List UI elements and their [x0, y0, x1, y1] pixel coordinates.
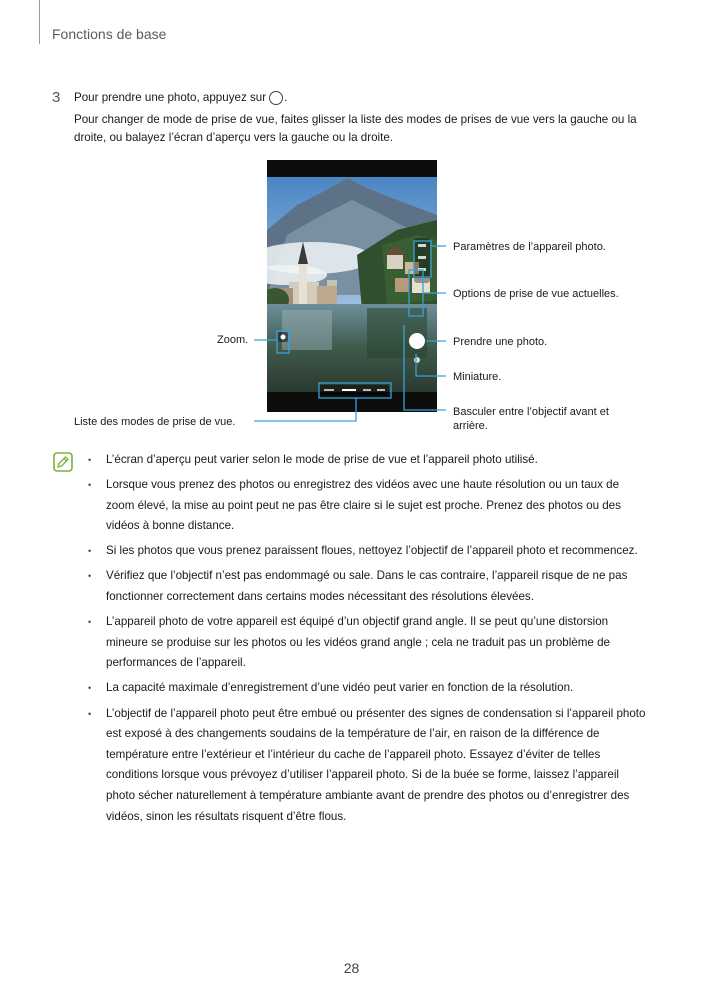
list-item: • La capacité maximale d’enregistrement d’une vidéo peut varier en fonction de la résolution.: [88, 678, 650, 699]
callout-capture: Prendre une photo.: [453, 336, 548, 348]
list-item: • L’écran d’aperçu peut varier selon le mode de prise de vue et l’appareil photo utilisé.: [88, 450, 650, 471]
note-pencil-icon: [53, 452, 73, 472]
list-item: • Lorsque vous prenez des photos ou enregistrez des vidéos avec une haute résolution ou un taux de zoom élevé, la mise au point peut ne pas être claire si le sujet est proche. Prenez des photos ou des vidéos à bonne distance.: [88, 475, 650, 537]
step-paragraph: Pour changer de mode de prise de vue, faites glisser la liste des modes de prises de vue vers la gauche ou la droite, ou balayez l’écran d’aperçu vers la gauche ou la droite.: [74, 113, 637, 144]
page-number: 28: [343, 960, 360, 976]
step-instruction-end: .: [284, 91, 288, 104]
list-item: • Vérifiez que l’objectif n’est pas endommagé ou sale. Dans le cas contraire, l’appareil risque de ne pas fonctionner correctement dans certains modes nécessitant des résolutions élevées.: [88, 566, 650, 607]
step-number: 3: [52, 89, 61, 106]
notes-list: [88, 450, 650, 832]
callout-switch-lens: [453, 405, 609, 433]
callout-modes: Liste des modes de prise de vue.: [74, 416, 236, 428]
list-item: • L’objectif de l’appareil photo peut être embué ou présenter des signes de condensation si l’appareil photo est exposé à des changements soudains de la température de l’air, en raison de la différence de température entre l’extérieur et l’intérieur du cache de l’appareil photo. Essayez d’éviter de telles conditions lorsque vous prévoyez d’utiliser l’appareil photo. Si de la buée se forme, laissez l’appareil photo sécher naturellement à température ambiante avant de prendre des photos ou d’enregistrer des vidéos, sinon les résultats risquent d’être flous.: [88, 704, 650, 828]
thumbnail-leader: [416, 354, 446, 376]
callout-zoom: Zoom.: [217, 334, 249, 346]
modes-leader: [254, 398, 356, 421]
zoom-highlight: [277, 331, 289, 353]
list-item: • Si les photos que vous prenez paraissent floues, nettoyez l’objectif de l’appareil photo et recommencez.: [88, 541, 650, 562]
list-item: • L’appareil photo de votre appareil est équipé d’un objectif grand angle. Il se peut qu’une distorsion mineure se produise sur les photos ou les vidéos grand angle ; cela ne traduit pas un problème de performances de l’appareil.: [88, 612, 650, 674]
step-instruction-text: Pour prendre une photo, appuyez sur: [74, 91, 267, 104]
callout-switch-lens-line1: Basculer entre l’objectif avant et: [453, 406, 609, 418]
callout-thumbnail: Miniature.: [453, 371, 502, 383]
section-title: Fonctions de base: [52, 26, 167, 42]
callout-settings: Paramètres de l’appareil photo.: [453, 241, 606, 253]
callout-switch-lens-line2: arrière.: [453, 420, 488, 432]
modes-highlight: [319, 383, 391, 398]
switch-leader: [404, 325, 446, 410]
callout-options: Options de prise de vue actuelles.: [453, 288, 619, 300]
